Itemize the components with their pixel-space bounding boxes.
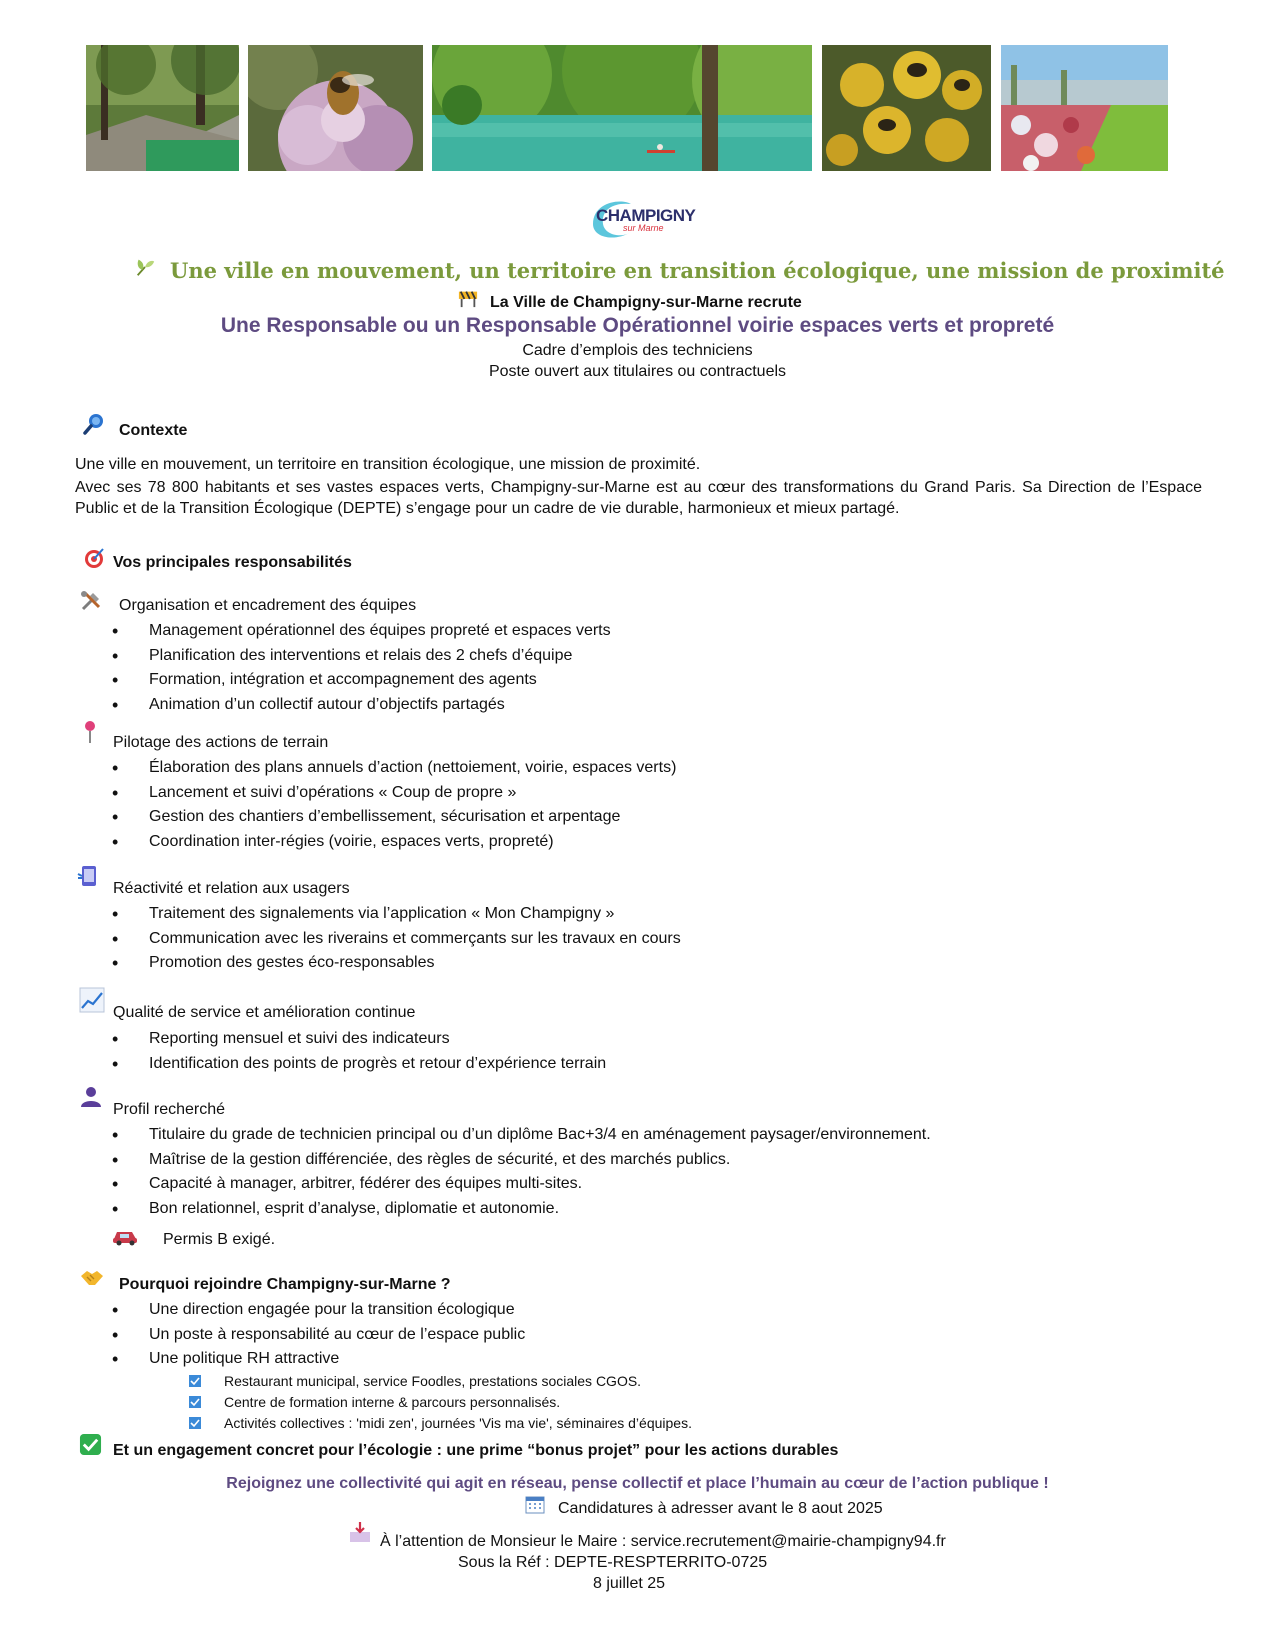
rh-item-text: Restaurant municipal, service Foodles, prestations sociales CGOS. xyxy=(224,1372,642,1389)
list-item: • Identification des points de progrès et retour d’expérience terrain xyxy=(110,1054,606,1079)
list-item: • Coordination inter-régies (voirie, espaces verts, propreté) xyxy=(110,832,676,857)
cadre-emplois: Cadre d’emplois des techniciens xyxy=(522,342,753,359)
pilotage-list xyxy=(110,758,676,856)
list-item: • Capacité à manager, arbitrer, fédérer des équipes multi-sites. xyxy=(110,1174,931,1199)
park-path-photo xyxy=(86,45,239,171)
responsabilites-heading: Vos principales responsabilités xyxy=(113,554,352,571)
mobile-phone-icon xyxy=(76,864,100,888)
list-item: • Promotion des gestes éco-responsables xyxy=(110,953,681,978)
list-item: • Reporting mensuel et suivi des indicateurs xyxy=(110,1029,606,1054)
rh-sublist xyxy=(188,1370,692,1433)
car-icon xyxy=(111,1226,139,1246)
list-item: • Élaboration des plans annuels d’action (nettoiement, voirie, espaces verts) xyxy=(110,758,676,783)
tools-icon xyxy=(79,589,103,613)
magnifier-icon xyxy=(82,412,106,436)
permis-text: Permis B exigé. xyxy=(163,1231,276,1248)
list-item xyxy=(188,1370,692,1391)
contexte-heading: Contexte xyxy=(119,422,188,439)
chart-increasing-icon xyxy=(79,987,105,1013)
poste-ouvert: Poste ouvert aux titulaires ou contractuels xyxy=(488,363,787,380)
engagement-text: Et un engagement concret pour l’écologie : une prime “bonus projet” pour les actions durables xyxy=(113,1442,839,1459)
check-box-bullet-icon xyxy=(188,1374,202,1388)
list-item xyxy=(188,1412,692,1433)
contexte-paragraph: Avec ses 78 800 habitants et ses vastes espaces verts, Champigny-sur-Marne est au cœur des transformations du Grand Paris. Sa Direction de l’Espace Public et de la Transition Écologique (DEPTE) s’engage pour un cadre de vie durable, harmonieux et mieux partagé. xyxy=(75,479,1202,517)
list-item: • Lancement et suivi d’opérations « Coup de propre » xyxy=(110,783,676,808)
list-item: • Une direction engagée pour la transition écologique xyxy=(110,1300,525,1325)
list-item xyxy=(188,1391,692,1412)
pilotage-title: Pilotage des actions de terrain xyxy=(113,734,329,751)
person-silhouette-icon xyxy=(79,1084,103,1108)
list-item: • Bon relationnel, esprit d’analyse, diplomatie et autonomie. xyxy=(110,1199,931,1224)
list-item: • Animation d’un collectif autour d’objectifs partagés xyxy=(110,695,611,720)
organisation-list xyxy=(110,621,611,719)
calendar-icon xyxy=(525,1494,545,1514)
document-date: 8 juillet 25 xyxy=(593,1575,666,1592)
list-item: • Planification des interventions et relais des 2 chefs d’équipe xyxy=(110,646,611,671)
qualite-title: Qualité de service et amélioration continue xyxy=(113,1004,416,1021)
inbox-tray-icon xyxy=(348,1520,372,1544)
list-item: • Management opérationnel des équipes propreté et espaces verts xyxy=(110,621,611,646)
bee-on-flower-photo xyxy=(248,45,423,171)
logo-champigny-text: CHAMPIGNY xyxy=(596,206,696,225)
yellow-flowers-bees-photo xyxy=(822,45,991,171)
reactivite-list xyxy=(110,904,681,978)
closing-message: Rejoignez une collectivité qui agit en réseau, pense collectif et place l’humain au cœur de l’action publique ! xyxy=(226,1475,1049,1492)
construction-barrier-icon xyxy=(457,288,479,308)
candidature-deadline: Candidatures à adresser avant le 8 aout 2025 xyxy=(558,1500,883,1517)
target-icon xyxy=(82,546,106,570)
list-item: • Communication avec les riverains et commerçants sur les travaux en cours xyxy=(110,929,681,954)
logo-sur-marne-text: sur Marne xyxy=(623,223,664,233)
rh-item-text: Activités collectives : 'midi zen', journées 'Vis ma vie', séminaires d’équipes. xyxy=(224,1414,692,1431)
list-item: • Formation, intégration et accompagnement des agents xyxy=(110,670,611,695)
pourquoi-heading: Pourquoi rejoindre Champigny-sur-Marne ? xyxy=(119,1276,451,1293)
check-mark-button-icon xyxy=(79,1433,102,1456)
list-item: • Un poste à responsabilité au cœur de l’espace public xyxy=(110,1325,525,1350)
reference-line: Sous la Réf : DEPTE-RESPTERRITO-0725 xyxy=(458,1554,768,1571)
profil-title: Profil recherché xyxy=(113,1101,226,1118)
qualite-list xyxy=(110,1029,606,1078)
river-rowing-photo xyxy=(432,45,812,171)
profil-list xyxy=(110,1125,931,1223)
list-item: • Titulaire du grade de technicien principal ou d’un diplôme Bac+3/4 en aménagement paysager/environnement. xyxy=(110,1125,931,1150)
flowerbed-photo xyxy=(1001,45,1168,171)
job-title: Une Responsable ou un Responsable Opérationnel voirie espaces verts et propreté xyxy=(220,314,1055,337)
list-item: • Une politique RH attractive xyxy=(110,1349,525,1374)
champigny-logo xyxy=(583,196,696,240)
recruiter-line: La Ville de Champigny-sur-Marne recrute xyxy=(490,294,802,311)
rh-item-text: Centre de formation interne & parcours personnalisés. xyxy=(224,1393,561,1410)
attention-line: À l’attention de Monsieur le Maire : service.recrutement@mairie-champigny94.fr xyxy=(380,1533,946,1550)
pourquoi-list xyxy=(110,1300,525,1374)
handshake-icon xyxy=(79,1266,105,1290)
page-tagline: Une ville en mouvement, un territoire en transition écologique, une mission de proximité xyxy=(170,258,1225,283)
contexte-intro: Une ville en mouvement, un territoire en transition écologique, une mission de proximité. xyxy=(75,456,701,473)
check-box-bullet-icon xyxy=(188,1416,202,1430)
check-box-bullet-icon xyxy=(188,1395,202,1409)
reactivite-title: Réactivité et relation aux usagers xyxy=(113,880,350,897)
list-item: • Maîtrise de la gestion différenciée, des règles de sécurité, et des marchés publics. xyxy=(110,1150,931,1175)
list-item: • Gestion des chantiers d’embellissement, sécurisation et arpentage xyxy=(110,807,676,832)
leaf-icon xyxy=(134,256,156,278)
list-item: • Traitement des signalements via l’application « Mon Champigny » xyxy=(110,904,681,929)
pushpin-icon xyxy=(80,719,100,745)
organisation-title: Organisation et encadrement des équipes xyxy=(119,597,417,614)
